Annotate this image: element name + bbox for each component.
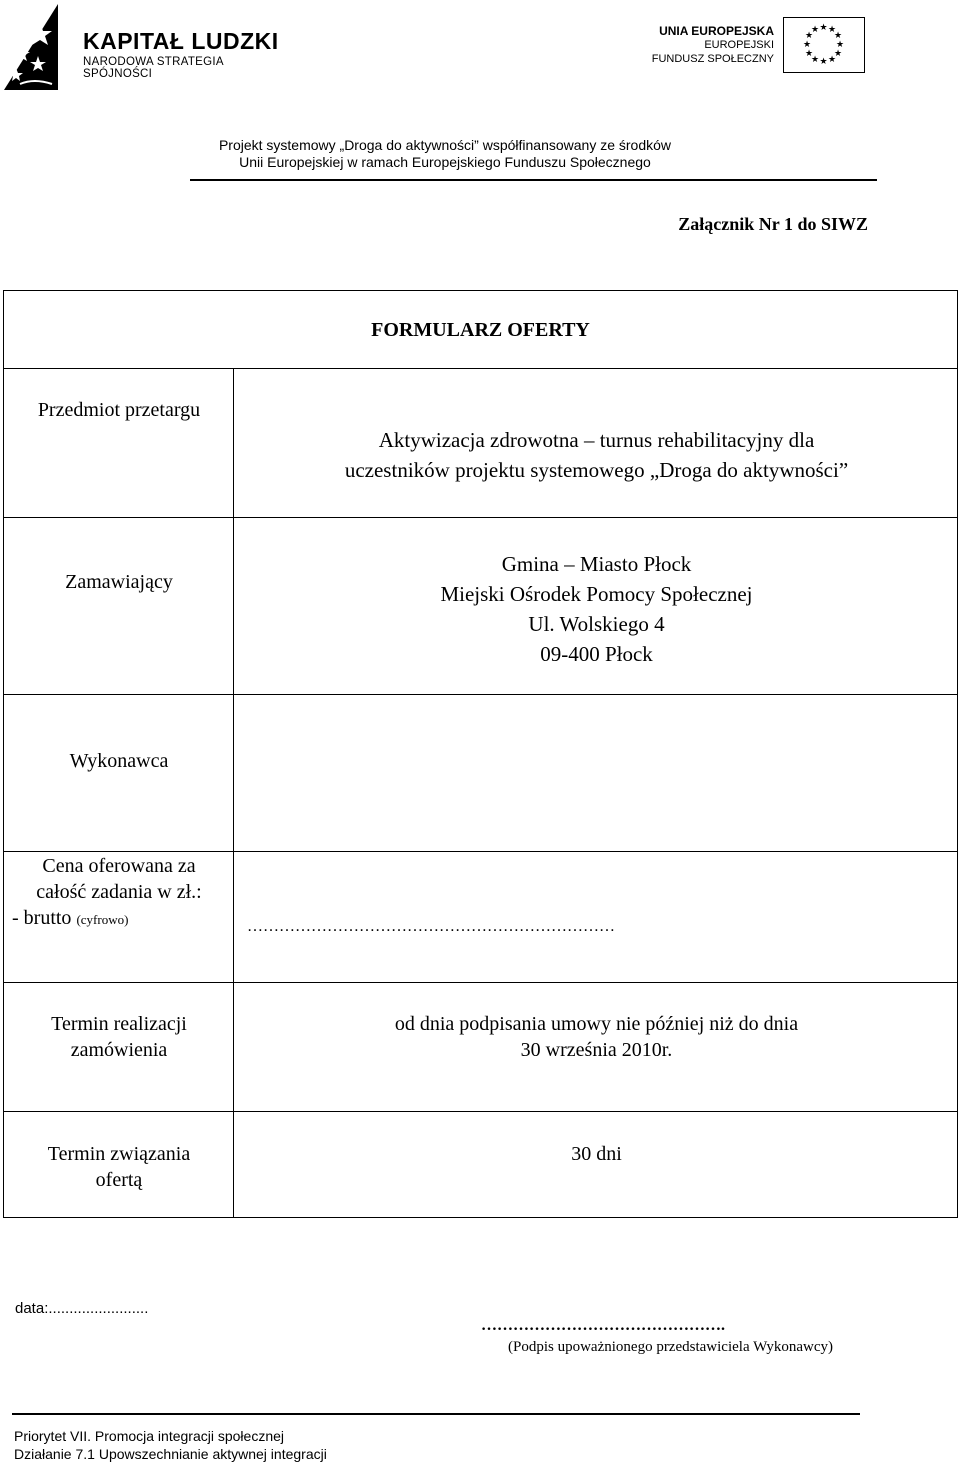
price-label-line1: Cena oferowana za bbox=[42, 855, 196, 877]
svg-text:★: ★ bbox=[819, 23, 828, 33]
term-label-line1: Termin realizacji bbox=[51, 1013, 187, 1035]
client-value-line1: Gmina – Miasto Płock bbox=[501, 552, 692, 576]
binding-label-line2: ofertą bbox=[95, 1169, 143, 1191]
column-divider bbox=[233, 368, 234, 1218]
annex-title: Załącznik Nr 1 do SIWZ bbox=[678, 214, 868, 234]
binding-value: 30 dni bbox=[571, 1143, 622, 1165]
binding-label-line1: Termin związania bbox=[47, 1143, 191, 1165]
row-divider bbox=[4, 517, 957, 518]
row-divider bbox=[4, 368, 957, 369]
kapital-ludzki-subtitle: NARODOWA STRATEGIA SPÓJNOŚCI bbox=[83, 56, 224, 80]
kapital-ludzki-emblem-icon bbox=[0, 0, 80, 95]
row-divider bbox=[4, 982, 957, 983]
client-value-line2: Miejski Ośrodek Pomocy Społecznej bbox=[440, 582, 753, 606]
offer-form-table bbox=[3, 290, 958, 1218]
kapital-ludzki-logo bbox=[0, 0, 290, 95]
client-value-line3: Ul. Wolskiego 4 bbox=[528, 612, 665, 636]
price-label-line3 bbox=[4, 905, 234, 933]
eu-logo-line2: EUROPEJSKI bbox=[704, 39, 774, 51]
project-line-2: Unii Europejskiej w ramach Europejskiego Funduszu Społecznego bbox=[239, 154, 651, 170]
svg-text:★: ★ bbox=[833, 31, 843, 41]
svg-text:★: ★ bbox=[804, 49, 814, 59]
client-label: Zamawiający bbox=[65, 571, 173, 593]
eu-flag-icon bbox=[783, 17, 865, 73]
svg-text:★: ★ bbox=[804, 31, 814, 41]
project-description bbox=[0, 137, 890, 171]
subject-label: Przedmiot przetargu bbox=[37, 399, 201, 421]
form-title: FORMULARZ OFERTY bbox=[371, 319, 590, 341]
row-divider bbox=[4, 851, 957, 852]
footer-divider bbox=[12, 1413, 860, 1415]
eu-logo-line1: UNIA EUROPEJSKA bbox=[659, 24, 774, 38]
price-note: (cyfrowo) bbox=[76, 912, 129, 927]
project-line-1: Projekt systemowy „Droga do aktywności” współfinansowany ze środków bbox=[218, 137, 672, 153]
term-label-line2: zamówienia bbox=[70, 1039, 168, 1061]
subject-value bbox=[236, 425, 957, 485]
term-value-line1: od dnia podpisania umowy nie później niż do dnia bbox=[394, 1013, 799, 1035]
date-field[interactable]: data:........................ bbox=[15, 1300, 149, 1317]
term-label bbox=[4, 1011, 234, 1063]
svg-text:★: ★ bbox=[802, 40, 812, 50]
svg-text:★: ★ bbox=[810, 55, 820, 65]
price-value-field[interactable]: …………………………………………………………… bbox=[247, 918, 615, 935]
svg-text:★: ★ bbox=[827, 55, 837, 65]
term-value bbox=[236, 1011, 957, 1063]
svg-text:★: ★ bbox=[833, 49, 843, 59]
client-value bbox=[236, 549, 957, 669]
price-gross-label: - brutto bbox=[12, 907, 72, 929]
svg-text:★: ★ bbox=[835, 40, 845, 50]
footer bbox=[14, 1427, 327, 1463]
contractor-label: Wykonawca bbox=[69, 750, 169, 772]
svg-text:★: ★ bbox=[810, 25, 820, 35]
subject-value-line2: uczestników projektu systemowego „Droga do aktywności” bbox=[344, 458, 849, 482]
subject-value-line1: Aktywizacja zdrowotna – turnus rehabilitacyjny dla bbox=[378, 428, 815, 452]
binding-label bbox=[4, 1141, 234, 1193]
price-label-line2: całość zadania w zł.: bbox=[36, 881, 202, 903]
signature-field[interactable]: ………………………………………. bbox=[481, 1317, 725, 1334]
kapital-ludzki-title: KAPITAŁ LUDZKI bbox=[83, 28, 279, 54]
footer-line-2: Działanie 7.1 Upowszechnianie aktywnej integracji bbox=[14, 1446, 327, 1462]
signature-caption: (Podpis upoważnionego przedstawiciela Wykonawcy) bbox=[508, 1339, 833, 1355]
footer-line-1: Priorytet VII. Promocja integracji społecznej bbox=[14, 1428, 284, 1444]
eu-logo-line3: FUNDUSZ SPOŁECZNY bbox=[651, 53, 774, 65]
price-label bbox=[4, 853, 234, 933]
eu-logo bbox=[650, 15, 865, 77]
client-value-line4: 09-400 Płock bbox=[540, 642, 653, 666]
row-divider bbox=[4, 1111, 957, 1112]
svg-text:★: ★ bbox=[819, 57, 828, 67]
term-value-line2: 30 września 2010r. bbox=[520, 1039, 673, 1061]
header-divider bbox=[190, 179, 877, 181]
svg-text:★: ★ bbox=[827, 25, 837, 35]
row-divider bbox=[4, 694, 957, 695]
